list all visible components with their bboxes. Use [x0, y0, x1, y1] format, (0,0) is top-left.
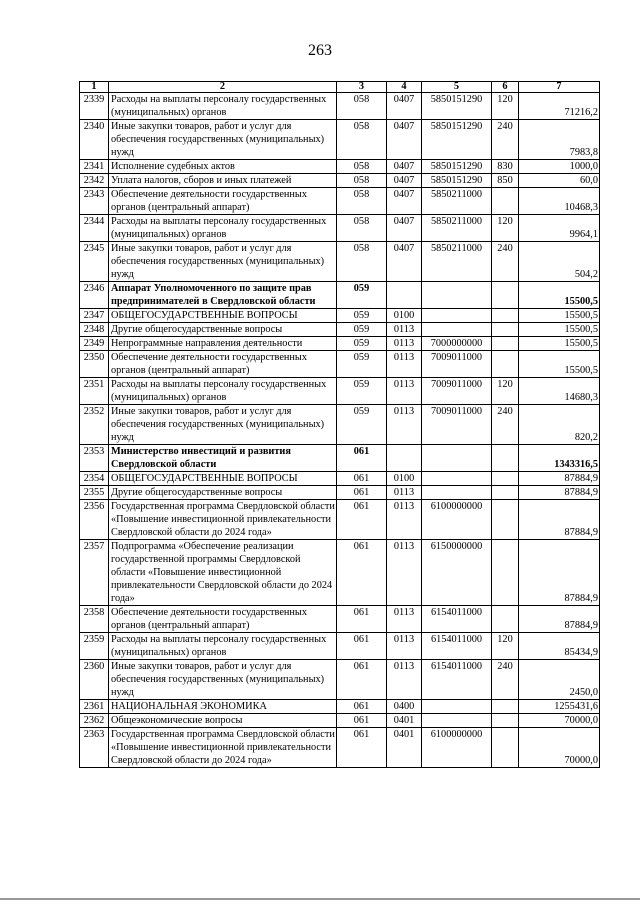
row-number-cell: 2350 — [80, 351, 109, 378]
target-article-cell: 5850211000 — [422, 215, 492, 242]
row-name-cell: ОБЩЕГОСУДАРСТВЕННЫЕ ВОПРОСЫ — [109, 472, 337, 486]
row-name-cell: Расходы на выплаты персоналу государственных (муниципальных) органов — [109, 633, 337, 660]
ministry-code-cell: 058 — [337, 160, 387, 174]
row-name-cell: Министерство инвестиций и развития Свердловской области — [109, 445, 337, 472]
ministry-code-cell: 061 — [337, 486, 387, 500]
ministry-code-cell: 058 — [337, 188, 387, 215]
row-number-cell: 2357 — [80, 540, 109, 606]
amount-cell: 70000,0 — [519, 714, 600, 728]
section-code-cell: 0113 — [387, 323, 422, 337]
ministry-code-cell: 061 — [337, 606, 387, 633]
amount-cell: 70000,0 — [519, 728, 600, 768]
row-name-cell: Иные закупки товаров, работ и услуг для обеспечения государственных (муниципальных) нужд — [109, 405, 337, 445]
table-row — [80, 540, 600, 606]
row-number-cell: 2358 — [80, 606, 109, 633]
row-name-cell: Иные закупки товаров, работ и услуг для обеспечения государственных (муниципальных) нужд — [109, 120, 337, 160]
expense-type-cell: 240 — [492, 120, 519, 160]
expense-type-cell — [492, 500, 519, 540]
ministry-code-cell: 058 — [337, 174, 387, 188]
expense-type-cell — [492, 714, 519, 728]
section-code-cell: 0113 — [387, 606, 422, 633]
ministry-code-cell: 061 — [337, 700, 387, 714]
ministry-code-cell: 059 — [337, 378, 387, 405]
row-name-cell: Непрограммные направления деятельности — [109, 337, 337, 351]
table-row — [80, 93, 600, 120]
amount-cell: 87884,9 — [519, 540, 600, 606]
target-article-cell: 5850211000 — [422, 242, 492, 282]
target-article-cell: 5850151290 — [422, 93, 492, 120]
target-article-cell: 7009011000 — [422, 378, 492, 405]
ministry-code-cell: 058 — [337, 93, 387, 120]
row-number-cell: 2346 — [80, 282, 109, 309]
table-row — [80, 120, 600, 160]
amount-cell: 820,2 — [519, 405, 600, 445]
section-code-cell: 0113 — [387, 633, 422, 660]
row-number-cell: 2356 — [80, 500, 109, 540]
row-number-cell: 2342 — [80, 174, 109, 188]
section-code-cell: 0100 — [387, 472, 422, 486]
section-code-cell: 0113 — [387, 660, 422, 700]
row-name-cell: Аппарат Уполномоченного по защите прав предпринимателей в Свердловской области — [109, 282, 337, 309]
ministry-code-cell: 059 — [337, 323, 387, 337]
ministry-code-cell: 061 — [337, 633, 387, 660]
table-row — [80, 337, 600, 351]
section-code-cell — [387, 445, 422, 472]
section-code-cell: 0401 — [387, 728, 422, 768]
target-article-cell — [422, 714, 492, 728]
row-number-cell: 2339 — [80, 93, 109, 120]
ministry-code-cell: 059 — [337, 282, 387, 309]
amount-cell: 7983,8 — [519, 120, 600, 160]
ministry-code-cell: 058 — [337, 242, 387, 282]
section-code-cell — [387, 282, 422, 309]
table-row — [80, 351, 600, 378]
ministry-code-cell: 059 — [337, 351, 387, 378]
column-header: 1 — [80, 82, 109, 93]
table-row — [80, 606, 600, 633]
table-row — [80, 282, 600, 309]
table-row — [80, 215, 600, 242]
expense-type-cell: 240 — [492, 242, 519, 282]
row-name-cell: Общеэкономические вопросы — [109, 714, 337, 728]
expense-type-cell — [492, 282, 519, 309]
table-row — [80, 500, 600, 540]
amount-cell: 1255431,6 — [519, 700, 600, 714]
page-number: 263 — [308, 42, 332, 59]
row-number-cell: 2353 — [80, 445, 109, 472]
amount-cell: 87884,9 — [519, 472, 600, 486]
section-code-cell: 0113 — [387, 378, 422, 405]
row-number-cell: 2341 — [80, 160, 109, 174]
target-article-cell: 7009011000 — [422, 405, 492, 445]
row-number-cell: 2352 — [80, 405, 109, 445]
row-name-cell: Другие общегосударственные вопросы — [109, 323, 337, 337]
expense-type-cell: 240 — [492, 660, 519, 700]
column-header: 4 — [387, 82, 422, 93]
section-code-cell: 0113 — [387, 405, 422, 445]
section-code-cell: 0407 — [387, 93, 422, 120]
section-code-cell: 0407 — [387, 215, 422, 242]
target-article-cell — [422, 323, 492, 337]
amount-cell: 87884,9 — [519, 606, 600, 633]
target-article-cell: 5850151290 — [422, 174, 492, 188]
table-row — [80, 160, 600, 174]
target-article-cell: 6150000000 — [422, 540, 492, 606]
section-code-cell: 0113 — [387, 540, 422, 606]
table-row — [80, 486, 600, 500]
ministry-code-cell: 061 — [337, 660, 387, 700]
section-code-cell: 0113 — [387, 486, 422, 500]
target-article-cell — [422, 445, 492, 472]
ministry-code-cell: 061 — [337, 472, 387, 486]
row-name-cell: Обеспечение деятельности государственных органов (центральный аппарат) — [109, 606, 337, 633]
expense-type-cell — [492, 728, 519, 768]
row-number-cell: 2359 — [80, 633, 109, 660]
target-article-cell: 5850151290 — [422, 160, 492, 174]
ministry-code-cell: 059 — [337, 337, 387, 351]
amount-cell: 71216,2 — [519, 93, 600, 120]
row-name-cell: Другие общегосударственные вопросы — [109, 486, 337, 500]
target-article-cell: 6154011000 — [422, 606, 492, 633]
section-code-cell: 0100 — [387, 309, 422, 323]
ministry-code-cell: 059 — [337, 405, 387, 445]
section-code-cell: 0407 — [387, 188, 422, 215]
row-number-cell: 2347 — [80, 309, 109, 323]
table-row — [80, 728, 600, 768]
table-row — [80, 405, 600, 445]
section-code-cell: 0407 — [387, 174, 422, 188]
table-row — [80, 242, 600, 282]
expense-type-cell: 120 — [492, 93, 519, 120]
row-number-cell: 2349 — [80, 337, 109, 351]
ministry-code-cell: 059 — [337, 309, 387, 323]
amount-cell: 504,2 — [519, 242, 600, 282]
target-article-cell: 6100000000 — [422, 500, 492, 540]
expense-type-cell: 120 — [492, 633, 519, 660]
row-number-cell: 2344 — [80, 215, 109, 242]
row-name-cell: Обеспечение деятельности государственных органов (центральный аппарат) — [109, 188, 337, 215]
target-article-cell: 6154011000 — [422, 633, 492, 660]
row-number-cell: 2355 — [80, 486, 109, 500]
row-number-cell: 2363 — [80, 728, 109, 768]
column-header: 3 — [337, 82, 387, 93]
row-number-cell: 2351 — [80, 378, 109, 405]
row-number-cell: 2348 — [80, 323, 109, 337]
target-article-cell — [422, 700, 492, 714]
row-name-cell: Иные закупки товаров, работ и услуг для обеспечения государственных (муниципальных) нужд — [109, 660, 337, 700]
expense-type-cell — [492, 445, 519, 472]
expense-type-cell: 830 — [492, 160, 519, 174]
expense-type-cell — [492, 606, 519, 633]
expense-type-cell — [492, 323, 519, 337]
column-header: 7 — [519, 82, 600, 93]
expense-type-cell: 850 — [492, 174, 519, 188]
ministry-code-cell: 061 — [337, 728, 387, 768]
ministry-code-cell: 058 — [337, 120, 387, 160]
table-row — [80, 660, 600, 700]
section-code-cell: 0113 — [387, 500, 422, 540]
section-code-cell: 0401 — [387, 714, 422, 728]
section-code-cell: 0407 — [387, 242, 422, 282]
table-row — [80, 445, 600, 472]
expense-type-cell — [492, 188, 519, 215]
table-row — [80, 323, 600, 337]
row-name-cell: Расходы на выплаты персоналу государственных (муниципальных) органов — [109, 378, 337, 405]
table-row — [80, 472, 600, 486]
amount-cell: 85434,9 — [519, 633, 600, 660]
amount-cell: 15500,5 — [519, 323, 600, 337]
target-article-cell: 7009011000 — [422, 351, 492, 378]
ministry-code-cell: 061 — [337, 500, 387, 540]
section-code-cell: 0400 — [387, 700, 422, 714]
amount-cell: 87884,9 — [519, 486, 600, 500]
row-number-cell: 2361 — [80, 700, 109, 714]
row-name-cell: Расходы на выплаты персоналу государственных (муниципальных) органов — [109, 93, 337, 120]
amount-cell: 2450,0 — [519, 660, 600, 700]
amount-cell: 15500,5 — [519, 309, 600, 323]
table-row — [80, 309, 600, 323]
row-name-cell: Подпрограмма «Обеспечение реализации государственной программы Свердловской области «Повышение инвестиционной привлекательности Свердловской области до 2024 года» — [109, 540, 337, 606]
row-number-cell: 2354 — [80, 472, 109, 486]
target-article-cell — [422, 472, 492, 486]
section-code-cell: 0113 — [387, 337, 422, 351]
header-row — [80, 82, 600, 93]
row-name-cell: Государственная программа Свердловской области «Повышение инвестиционной привлекательности Свердловской области до 2024 года» — [109, 500, 337, 540]
amount-cell: 10468,3 — [519, 188, 600, 215]
target-article-cell: 6100000000 — [422, 728, 492, 768]
target-article-cell: 7000000000 — [422, 337, 492, 351]
amount-cell: 14680,3 — [519, 378, 600, 405]
amount-cell: 15500,5 — [519, 351, 600, 378]
row-name-cell: Государственная программа Свердловской области «Повышение инвестиционной привлекательности Свердловской области до 2024 года» — [109, 728, 337, 768]
scan-edge-line — [0, 898, 640, 900]
row-number-cell: 2362 — [80, 714, 109, 728]
target-article-cell: 5850151290 — [422, 120, 492, 160]
target-article-cell: 5850211000 — [422, 188, 492, 215]
table-row — [80, 700, 600, 714]
row-number-cell: 2340 — [80, 120, 109, 160]
table-row — [80, 188, 600, 215]
expense-type-cell: 120 — [492, 378, 519, 405]
column-header: 2 — [109, 82, 337, 93]
row-number-cell: 2343 — [80, 188, 109, 215]
amount-cell: 15500,5 — [519, 337, 600, 351]
expense-type-cell — [492, 351, 519, 378]
ministry-code-cell: 061 — [337, 445, 387, 472]
row-name-cell: Исполнение судебных актов — [109, 160, 337, 174]
row-name-cell: Иные закупки товаров, работ и услуг для обеспечения государственных (муниципальных) нужд — [109, 242, 337, 282]
expense-type-cell: 120 — [492, 215, 519, 242]
amount-cell: 1343316,5 — [519, 445, 600, 472]
amount-cell: 9964,1 — [519, 215, 600, 242]
section-code-cell: 0407 — [387, 160, 422, 174]
ministry-code-cell: 058 — [337, 215, 387, 242]
section-code-cell: 0407 — [387, 120, 422, 160]
section-code-cell: 0113 — [387, 351, 422, 378]
expense-type-cell — [492, 337, 519, 351]
expense-type-cell — [492, 540, 519, 606]
row-name-cell: НАЦИОНАЛЬНАЯ ЭКОНОМИКА — [109, 700, 337, 714]
row-name-cell: ОБЩЕГОСУДАРСТВЕННЫЕ ВОПРОСЫ — [109, 309, 337, 323]
budget-table — [79, 81, 600, 768]
row-name-cell: Уплата налогов, сборов и иных платежей — [109, 174, 337, 188]
target-article-cell — [422, 486, 492, 500]
expense-type-cell — [492, 472, 519, 486]
table-row — [80, 174, 600, 188]
amount-cell: 15500,5 — [519, 282, 600, 309]
table-row — [80, 714, 600, 728]
expense-type-cell — [492, 486, 519, 500]
row-number-cell: 2345 — [80, 242, 109, 282]
ministry-code-cell: 061 — [337, 540, 387, 606]
expense-type-cell — [492, 309, 519, 323]
column-header: 6 — [492, 82, 519, 93]
target-article-cell — [422, 309, 492, 323]
expense-type-cell: 240 — [492, 405, 519, 445]
row-name-cell: Расходы на выплаты персоналу государственных (муниципальных) органов — [109, 215, 337, 242]
table-row — [80, 633, 600, 660]
ministry-code-cell: 061 — [337, 714, 387, 728]
row-name-cell: Обеспечение деятельности государственных органов (центральный аппарат) — [109, 351, 337, 378]
target-article-cell — [422, 282, 492, 309]
target-article-cell: 6154011000 — [422, 660, 492, 700]
table-row — [80, 378, 600, 405]
amount-cell: 87884,9 — [519, 500, 600, 540]
column-header: 5 — [422, 82, 492, 93]
amount-cell: 1000,0 — [519, 160, 600, 174]
row-number-cell: 2360 — [80, 660, 109, 700]
expense-type-cell — [492, 700, 519, 714]
amount-cell: 60,0 — [519, 174, 600, 188]
